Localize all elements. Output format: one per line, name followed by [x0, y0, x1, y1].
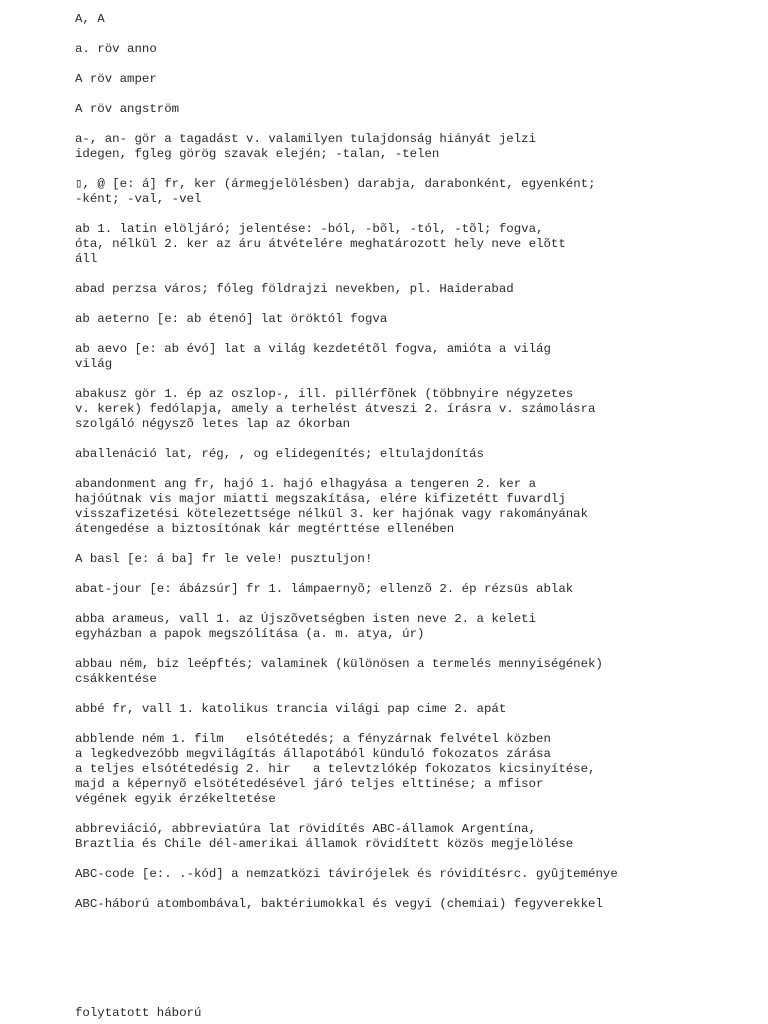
- entry-abc-haboru: ABC-háború atombombával, baktériumokkal és vegyi (chemiai) fegyverekkel: [75, 897, 603, 911]
- entry-abakusz: abakusz gör 1. ép az oszlop-, ill. pillérfõnek (többnyire négyzetes v. kerek) fedólapja, amely a terhelést átveszi 2. írásra v. számolásra szolgáló négyszõ letes lap az ókorban: [75, 387, 596, 431]
- page-footer-text: folytatott háború: [75, 1006, 202, 1020]
- entry-ab-aevo: ab aevo [e: ab évó] lat a világ kezdetétõl fogva, amióta a világ világ: [75, 342, 551, 371]
- entry-abc-code: ABC-code [e:. .-kód] a nemzatközi távirójelek és róvidítésrc. gyûjteménye: [75, 867, 618, 881]
- entry-abba: abba arameus, vall 1. az Újszõvetségben isten neve 2. a keleti egyházban a papok megszólítása (a. m. atya, úr): [75, 612, 537, 641]
- entry-a-an: a-, an- gör a tagadást v. valamilyen tulajdonság hiányát jelzi idegen, fgleg görög szavak elején; -talan, -telen: [75, 132, 537, 161]
- document-body: [75, 12, 755, 927]
- entry-a: A, A: [75, 12, 105, 26]
- entry-abat-jour: abat-jour [e: ábázsúr] fr 1. lámpaernyõ; ellenzõ 2. ép rézsüs ablak: [75, 582, 574, 596]
- entry-abblende: abblende ném 1. film elsótétedés; a fényzárnak felvétel közben a legkedvezóbb megvilágítás állapotából künduló fokozatos zárása a teljes elsótétedésig 2. hir a televtzlókép fokozatos kicsinyítése, majd a képernyõ elsötétedésével járó teljes elttinése; a mfisor végének egyik érzékeltetése: [75, 732, 596, 806]
- entry-abbreviacio: abbreviáció, abbreviatúra lat rövidítés ABC-államok Argentína, Braztlia és Chile dél-amerikai államok rövidített közös megjelölése: [75, 822, 574, 851]
- entry-anno: a. röv anno: [75, 42, 157, 56]
- entry-at-sign: ▯, @ [e: á] fr, ker (ármegjelölésben) darabja, darabonként, egyenként; -ként; -val, -vel: [75, 177, 596, 206]
- entry-abandonment: abandonment ang fr, hajó 1. hajó elhagyása a tengeren 2. ker a hajóútnak vis major miatti megszakítása, elére kifizetétt fuvardlj visszafizetési kötelezettsége nélkül 3. ker hajónak vagy rakományának átengedése a biztosítónak kár megtérttése ellenében: [75, 477, 589, 536]
- entry-ab: ab 1. latin elöljáró; jelentése: -ból, -bõl, -tól, -tõl; fogva, óta, nélkül 2. ker az áru átvételére meghatározott hely neve elõtt áll: [75, 222, 566, 266]
- entry-abbe: abbé fr, vall 1. katolikus trancia világi pap cime 2. apát: [75, 702, 507, 716]
- entry-abbau: abbau ném, biz leépftés; valaminek (különösen a termelés mennyiségének) csákkentése: [75, 657, 603, 686]
- entry-abad: abad perzsa város; fóleg földrajzi nevekben, pl. Haiderabad: [75, 282, 514, 296]
- entry-angstrom: A röv angström: [75, 102, 180, 116]
- entry-amper: A röv amper: [75, 72, 157, 86]
- entry-a-basl: A basl [e: á ba] fr le vele! pusztuljon!: [75, 552, 373, 566]
- entry-ab-aeterno: ab aeterno [e: ab étenó] lat öröktól fogva: [75, 312, 388, 326]
- entry-aballenacio: aballenáció lat, rég, , og elidegenítés; eltulajdonítás: [75, 447, 484, 461]
